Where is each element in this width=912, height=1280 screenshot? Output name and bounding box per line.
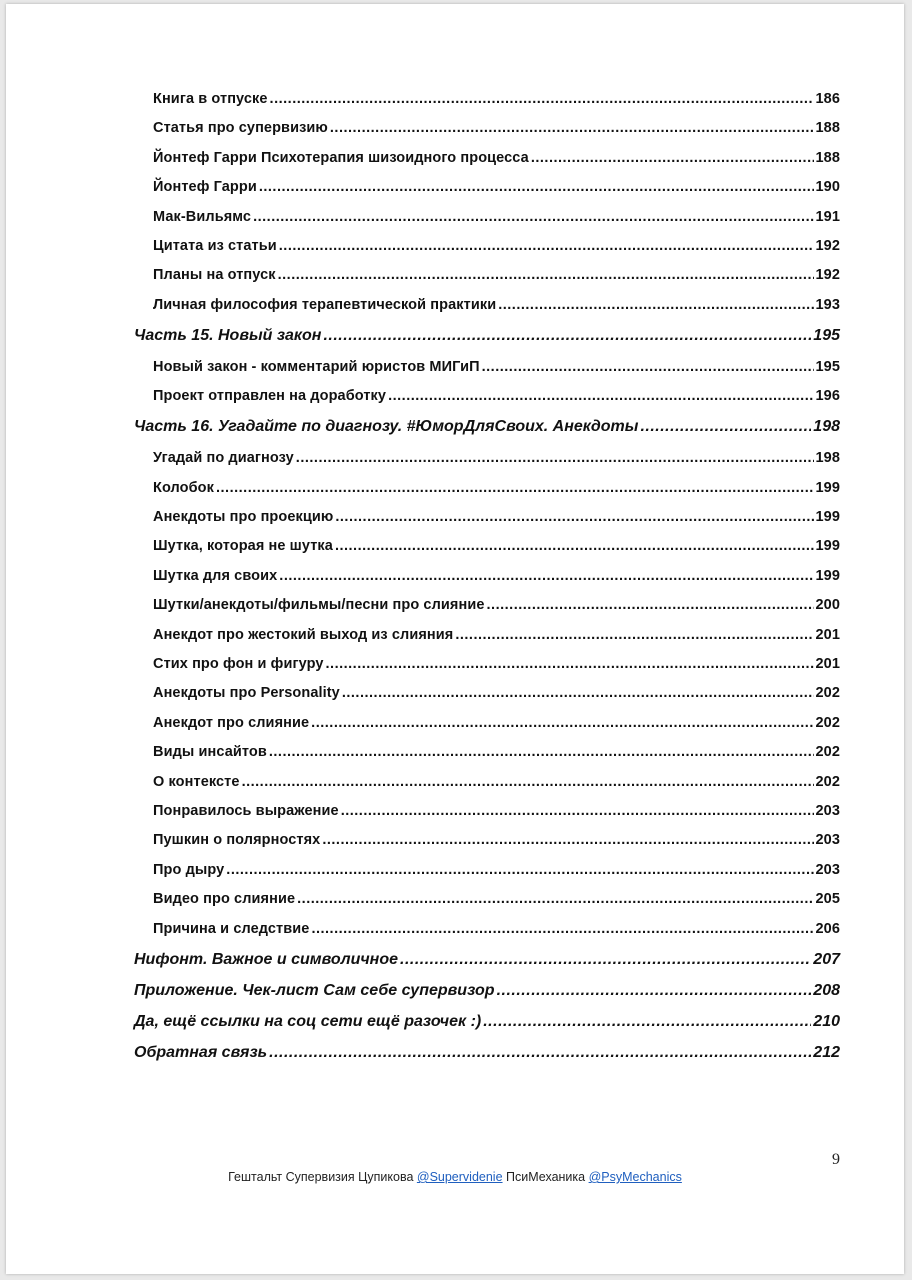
toc-entry-title: Йонтеф Гарри Психотерапия шизоидного процесса: [153, 149, 529, 166]
toc-entry-title: Личная философия терапевтической практики: [153, 296, 497, 313]
toc-entry-title: Анекдот про слияние: [153, 714, 310, 731]
page-number: 9: [832, 1151, 840, 1168]
toc-entry-page: 190: [815, 179, 840, 196]
toc-entry-title: Часть 16. Угадайте по диагнозу. #ЮморДляСвоих. Анекдоты: [134, 418, 639, 436]
toc-entry-page: 207: [813, 950, 840, 968]
toc-entry-page: 193: [815, 296, 840, 313]
toc-entry-page: 191: [815, 208, 840, 225]
toc-entry-page: 205: [815, 891, 840, 908]
toc-entry-page: 203: [815, 803, 840, 819]
toc-entry-title: Проект отправлен на доработку: [153, 388, 387, 405]
toc-entry-page: 188: [815, 120, 840, 137]
toc-dot-leader: [483, 1013, 811, 1031]
toc-entry-title: Статья про супервизию: [153, 120, 328, 137]
toc-part-entry[interactable]: [134, 951, 840, 969]
toc-dot-leader: [270, 91, 814, 107]
toc-dot-leader: [482, 359, 814, 375]
toc-entry-page: 192: [815, 238, 840, 254]
toc-entry-title: О контексте: [153, 773, 240, 790]
toc-entry-title: Часть 15. Новый закон: [134, 326, 322, 344]
toc-dot-leader: [269, 1044, 811, 1062]
toc-entry-page: 192: [815, 267, 840, 284]
toc-entry[interactable]: [153, 862, 840, 878]
toc-entry-title: Приложение. Чек-лист Сам себе супервизор: [134, 981, 495, 999]
toc-entry[interactable]: [153, 832, 840, 848]
toc-dot-leader: [640, 418, 811, 436]
toc-dot-leader: [326, 656, 814, 672]
toc-part-entry[interactable]: [134, 1044, 840, 1062]
toc-entry[interactable]: [153, 359, 840, 375]
toc-part-entry[interactable]: [134, 982, 840, 1000]
toc-entry-page: 206: [815, 920, 840, 937]
toc-entry-page: 199: [815, 509, 840, 525]
toc-entry[interactable]: [153, 744, 840, 760]
toc-entry-title: Причина и следствие: [153, 920, 310, 937]
toc-entry-page: 198: [813, 418, 840, 436]
toc-entry[interactable]: [153, 297, 840, 313]
toc-part-entry[interactable]: [134, 1013, 840, 1031]
toc-dot-leader: [335, 509, 813, 525]
toc-dot-leader: [216, 480, 814, 496]
toc-entry[interactable]: [153, 538, 840, 554]
toc-dot-leader: [253, 209, 813, 225]
toc-entry-page: 188: [815, 149, 840, 166]
toc-entry-page: 196: [815, 388, 840, 405]
toc-entry[interactable]: [153, 568, 840, 584]
toc-entry-page: 195: [815, 358, 840, 375]
toc-entry-title: Виды инсайтов: [153, 744, 267, 761]
toc-dot-leader: [269, 744, 814, 760]
toc-dot-leader: [342, 685, 814, 701]
toc-entry-title: Про дыру: [153, 861, 225, 878]
toc-dot-leader: [296, 450, 814, 466]
toc-entry-page: 212: [813, 1043, 840, 1061]
toc-dot-leader: [322, 832, 813, 848]
toc-entry-title: Планы на отпуск: [153, 267, 276, 284]
toc-dot-leader: [531, 150, 814, 166]
toc-entry-title: Книга в отпуске: [153, 91, 268, 107]
toc-dot-leader: [297, 891, 813, 907]
toc-part-entry[interactable]: [134, 327, 840, 345]
toc-dot-leader: [226, 862, 813, 878]
toc-dot-leader: [388, 388, 813, 404]
toc-entry-title: Анекдот про жестокий выход из слияния: [153, 626, 454, 643]
footer-text-author: Гештальт Супервизия Цупикова: [228, 1170, 417, 1184]
toc-entry[interactable]: [153, 150, 840, 166]
toc-dot-leader: [279, 238, 814, 254]
footer-link-supervidenie[interactable]: @Supervidenie: [416, 1170, 503, 1184]
toc-entry-page: 203: [815, 861, 840, 878]
toc-dot-leader: [400, 951, 811, 969]
toc-dot-leader: [330, 120, 814, 136]
toc-entry[interactable]: [153, 509, 840, 525]
toc-entry-page: 186: [815, 91, 840, 107]
toc-entry[interactable]: [153, 803, 840, 819]
toc-entry[interactable]: [153, 656, 840, 672]
toc-entry[interactable]: [153, 209, 840, 225]
toc-entry-page: 198: [815, 450, 840, 467]
toc-entry-title: Стих про фон и фигуру: [153, 656, 324, 672]
toc-entry-page: 200: [815, 597, 840, 614]
toc-entry-page: 199: [815, 538, 840, 555]
toc-entry-title: Шутка для своих: [153, 567, 278, 584]
toc-dot-leader: [498, 297, 813, 313]
toc-entry-page: 201: [815, 626, 840, 643]
toc-entry-page: 195: [813, 326, 840, 344]
toc-entry-page: 202: [815, 685, 840, 702]
toc-entry-title: Шутка, которая не шутка: [153, 538, 333, 555]
toc-entry-title: Колобок: [153, 479, 214, 496]
toc-entry-title: Мак-Вильямс: [153, 208, 252, 225]
toc-entry-title: Шутки/анекдоты/фильмы/песни про слияние: [153, 597, 485, 614]
document-page: [6, 4, 904, 1274]
toc-entry-title: Да, ещё ссылки на соц сети ещё разочек :): [134, 1012, 482, 1030]
toc-dot-leader: [487, 597, 814, 613]
toc-entry[interactable]: [153, 91, 840, 107]
toc-entry[interactable]: [153, 597, 840, 613]
toc-entry[interactable]: [153, 480, 840, 496]
toc-dot-leader: [497, 982, 812, 1000]
toc-entry-title: Пушкин о полярностях: [153, 832, 321, 849]
toc-entry-title: Анекдоты про проекцию: [153, 509, 334, 525]
toc-dot-leader: [259, 179, 814, 195]
toc-entry-page: 201: [815, 656, 840, 672]
toc-entry-title: Понравилось выражение: [153, 803, 339, 819]
toc-dot-leader: [311, 715, 813, 731]
page-footer: [6, 1170, 904, 1184]
toc-entry-title: Видео про слияние: [153, 891, 296, 908]
toc-entry[interactable]: [153, 238, 840, 254]
toc-entry[interactable]: [153, 921, 840, 937]
toc-entry[interactable]: [153, 685, 840, 701]
footer-text-project: ПсиМеханика: [502, 1170, 589, 1184]
toc-entry-page: 199: [815, 567, 840, 584]
toc-entry-title: Новый закон - комментарий юристов МИГиП: [153, 358, 480, 375]
toc-entry[interactable]: [153, 120, 840, 136]
toc-dot-leader: [242, 774, 814, 790]
toc-entry-page: 203: [815, 832, 840, 849]
toc-entry-title: Цитата из статьи: [153, 238, 277, 254]
toc-dot-leader: [335, 538, 814, 554]
toc-entry[interactable]: [153, 388, 840, 404]
footer-link-psymechanics[interactable]: @PsyMechanics: [588, 1170, 682, 1184]
toc-dot-leader: [455, 627, 813, 643]
toc-part-entry[interactable]: [134, 418, 840, 436]
toc-entry-title: Йонтеф Гарри: [153, 179, 257, 196]
toc-entry[interactable]: [153, 627, 840, 643]
toc-entry-title: Анекдоты про Personality: [153, 685, 340, 702]
toc-entry-page: 210: [813, 1012, 840, 1030]
toc-entry-title: Угадай по диагнозу: [153, 450, 294, 467]
toc-entry[interactable]: [153, 715, 840, 731]
toc-entry[interactable]: [153, 267, 840, 283]
toc-entry-page: 202: [815, 773, 840, 790]
toc-entry-page: 199: [815, 479, 840, 496]
toc-dot-leader: [278, 267, 814, 283]
toc-entry[interactable]: [153, 891, 840, 907]
toc-entry-title: Обратная связь: [134, 1043, 268, 1061]
toc-entry-page: 202: [815, 714, 840, 731]
toc-dot-leader: [279, 568, 813, 584]
toc-entry[interactable]: [153, 450, 840, 466]
toc-dot-leader: [323, 327, 811, 345]
toc-entry[interactable]: [153, 774, 840, 790]
toc-dot-leader: [341, 803, 814, 819]
toc-entry-title: Нифонт. Важное и символичное: [134, 950, 398, 968]
toc-dot-leader: [311, 921, 813, 937]
toc-entry-page: 202: [815, 744, 840, 761]
toc-entry-page: 208: [813, 981, 840, 999]
toc-entry[interactable]: [153, 179, 840, 195]
